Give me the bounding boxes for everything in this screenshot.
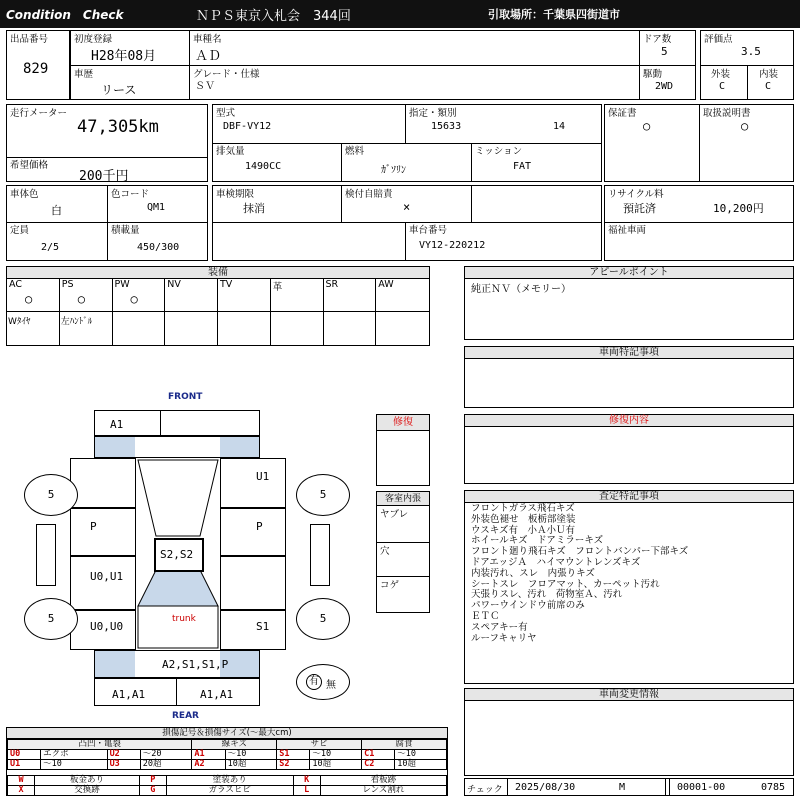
legend-desc: 板金あり [35,776,140,786]
ext-grade: C [719,81,726,92]
change-info-title: 車両変更情報 [465,689,793,701]
right-rear-door[interactable] [220,556,286,610]
equip-label: 左ﾊﾝﾄﾞﾙ [60,317,93,327]
right-step[interactable] [310,524,330,586]
code-1: 00001-00 [677,782,726,793]
auction-name: ＮＰＳ東京入札会 344回 [196,9,351,24]
equipment-title: 装備 [7,267,429,279]
mission: FAT [513,161,532,172]
load: 450/300 [137,242,180,253]
special-title: 車両特記事項 [465,347,793,359]
tire-rear-right[interactable] [296,598,350,640]
legend-desc: 20超 [140,760,192,770]
right-quarter-mark: S1 [256,620,270,633]
legend-header: 線キズ [192,740,277,750]
pickup-location: 引取場所：千葉県四街道市 [488,8,620,21]
first-reg: H28年08月 [91,49,157,64]
repair-content-title: 修復内容 [465,415,793,427]
equip-cell-3 [165,279,218,312]
inspect-note-line: ウスキズ有 小Ａ小Ｕ有 [471,524,576,536]
inspect-note-line: 外装色褪せ 板栃部塗装 [471,513,576,525]
equipment-box [6,266,430,346]
spare-yes: 有 [306,674,322,690]
inspection-box [212,185,602,261]
inspect-note-line: ホイールキズ ドアミラーキズ [471,535,604,547]
warranty-box [604,104,794,182]
doors: 5 [661,45,668,58]
mileage: 47,305km [77,117,159,137]
cabin-box [376,491,430,613]
legend-code: K [293,776,320,786]
front-right-mark: U1 [256,470,270,483]
code-2: 0785 [761,782,786,793]
rear-label: REAR [172,711,199,721]
recycle-status: 預託済 [623,202,656,215]
color-label: 車体色 [10,189,39,200]
rear-right-mark: A1,A1 [200,688,234,701]
drive-label: 駆動 [643,69,663,80]
legend-title: 損傷記号＆損傷サイズ(～最大cm) [7,728,447,739]
equip-cell2-2 [113,312,166,345]
legend-desc: 交換跡 [35,786,140,796]
body-box [6,185,208,261]
tire-front-right[interactable] [296,474,350,516]
legend-header: サビ [277,740,362,750]
price: 200千円 [79,169,129,184]
inspect-note-line: ドアエッジＡ ハイマウントレンズキズ [471,556,641,568]
lot-number-label: 出品番号 [10,34,49,45]
legend-code: A2 [192,760,225,770]
welfare-label: 福祉車両 [608,225,647,236]
manual-label: 取扱説明書 [703,108,751,119]
legend-desc: ～10 [395,750,447,760]
rear-gate-mark: A2,S1,S1,P [162,658,229,671]
inspect-note-line: フロント廻り飛石キズ フロントバンパー下部キズ [471,546,689,558]
warranty-label: 保証書 [608,108,637,119]
appeal-box [464,266,794,340]
tire-rear-right-value: 5 [319,612,327,625]
inspect-note-line: 内装汚れ、スレ 内張りキズ [471,567,595,579]
doors-label: ドア数 [643,34,672,45]
color-code: QM1 [147,202,166,213]
chassis-number: VY12-220212 [419,240,486,251]
equip-cell2-5 [271,312,324,345]
legend-desc: ～10 [225,750,277,760]
mission-label: ミッション [475,146,523,157]
repair-content-box [464,414,794,484]
legend-code: U3 [107,760,140,770]
score: 3.5 [741,45,761,58]
equip-value: ○ [130,292,138,306]
legend-header: 凸凹・亀裂 [8,740,192,750]
inspect-note-line: 天張りスレ、汚れ 荷物室Ａ、汚れ [471,589,623,601]
legend-desc: ガラスヒビ [166,786,293,796]
load-label: 積載量 [111,225,140,236]
inspect-note-line: フロントガラス飛石キズ [471,503,575,514]
tire-rear-left[interactable] [24,598,78,640]
header-title: Condition Check [6,8,124,22]
check-label: チェック [467,785,503,795]
right-front-door[interactable] [220,508,286,556]
left-front-door[interactable] [70,508,136,556]
equip-cell-6 [324,279,377,312]
int-label: 内装 [759,69,779,80]
equip-cell2-4 [218,312,271,345]
roof-mark: S2,S2 [160,548,194,561]
appeal-text: 純正ＮＶ（メモリー） [471,284,571,295]
inspect-notes-title: 査定特記事項 [465,491,793,503]
equip-label: AW [378,279,394,290]
displacement-label: 排気量 [216,146,245,157]
inspect-note-line: ルーフキャリヤ [471,632,537,644]
left-rear-door[interactable] [70,556,136,610]
model: DBF-VY12 [223,121,272,132]
special-box [464,346,794,408]
recycle-amount: 10,200円 [713,202,764,215]
legend-desc: 10超 [310,760,362,770]
capacity-label: 定員 [10,225,30,236]
left-front-fender[interactable] [70,458,136,508]
inspect-note-line: ＥＴＣ [471,610,500,622]
legend-desc: エクボ [41,750,107,760]
equip-value: ○ [77,292,85,306]
desig-number: 15633 [431,121,462,132]
tire-front-left[interactable] [24,474,78,516]
equip-cell-1 [60,279,113,312]
tire-front-right-value: 5 [319,488,327,501]
equip-cell2-1 [60,312,113,345]
mileage-label: 走行メーター [10,108,68,119]
score-label: 評価点 [704,34,733,45]
int-grade: C [765,81,772,92]
equip-value: ○ [25,292,33,306]
inspection-label: 車検期限 [216,189,255,200]
history: リース [101,83,137,97]
car-diagram [20,408,370,708]
equip-label: PW [114,279,130,290]
cabin-title: 客室内張 [377,492,429,506]
legend-desc: ～20 [140,750,192,760]
legend-code: L [293,786,320,796]
footer-bar [464,778,794,796]
legend-code: U2 [107,750,140,760]
legend-code: S1 [277,750,310,760]
chassis-label: 車台番号 [409,225,448,236]
rear-left-mark: A1,A1 [112,688,146,701]
legend-code: A1 [192,750,225,760]
legend-extra-table [7,775,447,796]
color-code-label: 色コード [111,189,150,200]
right-quarter[interactable] [220,610,286,650]
fuel: ｶﾞｿﾘﾝ [381,165,406,176]
body-color: 白 [51,204,62,217]
left-rear-door-mark: U0,U1 [90,570,124,583]
trunk-label: trunk [172,614,196,624]
inspect-note-line: スペアキー有 [471,621,528,633]
legend-desc: ～10 [41,760,107,770]
check-date: 2025/08/30 [515,782,576,793]
grade-label: グレード・仕様 [193,69,260,80]
cabin-hole: 穴 [380,546,390,557]
cabin-burn: コゲ [380,580,400,591]
inspect-notes-box [464,490,794,684]
equip-label: Wﾀｲﾔ [8,317,31,327]
legend-code: C1 [362,750,395,760]
drive: 2WD [655,81,674,92]
equip-cell-2 [113,279,166,312]
equip-cell-7 [376,279,429,312]
legend-desc: レンズ割れ [320,786,446,796]
inspect-note-line: シートスレ フロアマット、カーペット汚れ [471,578,660,590]
legend-desc: 看板跡 [320,776,446,786]
header-bar [0,0,800,28]
spare-tire[interactable] [296,664,350,700]
class-number: 14 [553,121,566,132]
ext-label: 外装 [711,69,731,80]
right-front-fender[interactable] [220,458,286,508]
lot-number: 829 [23,61,49,77]
tire-front-left-value: 5 [47,488,55,501]
inspection: 抹消 [243,202,265,215]
legend-desc: ～10 [310,750,362,760]
legend-code: U0 [8,750,41,760]
equip-cell-0 [7,279,60,312]
legend-code: P [139,776,166,786]
legend-desc: 10超 [395,760,447,770]
score-box [700,30,794,100]
model-label: 型式 [216,108,236,119]
change-info-box [464,688,794,776]
equip-label: TV [220,279,233,290]
manual: ○ [741,119,749,133]
repair-box [376,414,430,486]
check-staff: M [619,782,626,793]
appeal-title: アピールポイント [465,267,793,279]
equip-cell2-6 [324,312,377,345]
capacity: 2/5 [41,242,60,253]
legend-code: S2 [277,760,310,770]
equip-cell-5 [271,279,324,312]
legend-header: 腐食 [362,740,447,750]
right-front-door-mark: P [256,520,263,533]
car-info-box [70,30,696,100]
inspect-notes-list [471,504,688,644]
legend-code: W [8,776,35,786]
spare-no: 無 [326,680,336,691]
displacement: 1490CC [245,161,282,172]
car-name-label: 車種名 [193,34,222,45]
legend-code: X [8,786,35,796]
front-bumper-mark: A1 [110,418,124,431]
first-reg-label: 初度登録 [74,34,113,45]
legend-code: C2 [362,760,395,770]
equip-label: AC [9,279,22,290]
lot-number-box [6,30,70,100]
equip-label: SR [325,279,339,290]
equip-label: 革 [272,282,283,293]
equip-label: NV [167,279,181,290]
insurance-label: 検付自賠責 [345,189,393,200]
legend-code: U1 [8,760,41,770]
equip-cell-4 [218,279,271,312]
equip-cell2-7 [376,312,429,345]
insurance: × [403,200,411,214]
tire-rear-left-value: 5 [47,612,55,625]
cabin-tear: ヤブレ [380,509,409,520]
equip-cell2-3 [165,312,218,345]
front-label: FRONT [168,392,203,402]
spec-box [212,104,602,182]
left-quarter-mark: U0,U0 [90,620,124,633]
legend-desc: 10超 [225,760,277,770]
mileage-box [6,104,208,182]
history-label: 車歴 [74,69,94,80]
recycle-box [604,185,794,261]
repair-title: 修復 [377,415,429,431]
warranty: ○ [643,119,651,133]
equip-cell2-0 [7,312,60,345]
legend-code: G [139,786,166,796]
inspect-note-line: パワーウインドウ前席のみ [471,600,585,612]
desig-label: 指定・類別 [409,108,457,119]
legend-box [6,727,448,796]
legend-desc: 塗装あり [166,776,293,786]
price-label: 希望価格 [10,160,49,171]
car-name: ＡＤ [195,49,222,64]
left-step[interactable] [36,524,56,586]
recycle-label: リサイクル料 [608,189,664,200]
equip-label: PS [61,279,74,290]
grade: ＳＶ [195,81,215,92]
legend-table [7,739,447,770]
fuel-label: 燃料 [345,146,365,157]
left-front-door-mark: P [90,520,97,533]
